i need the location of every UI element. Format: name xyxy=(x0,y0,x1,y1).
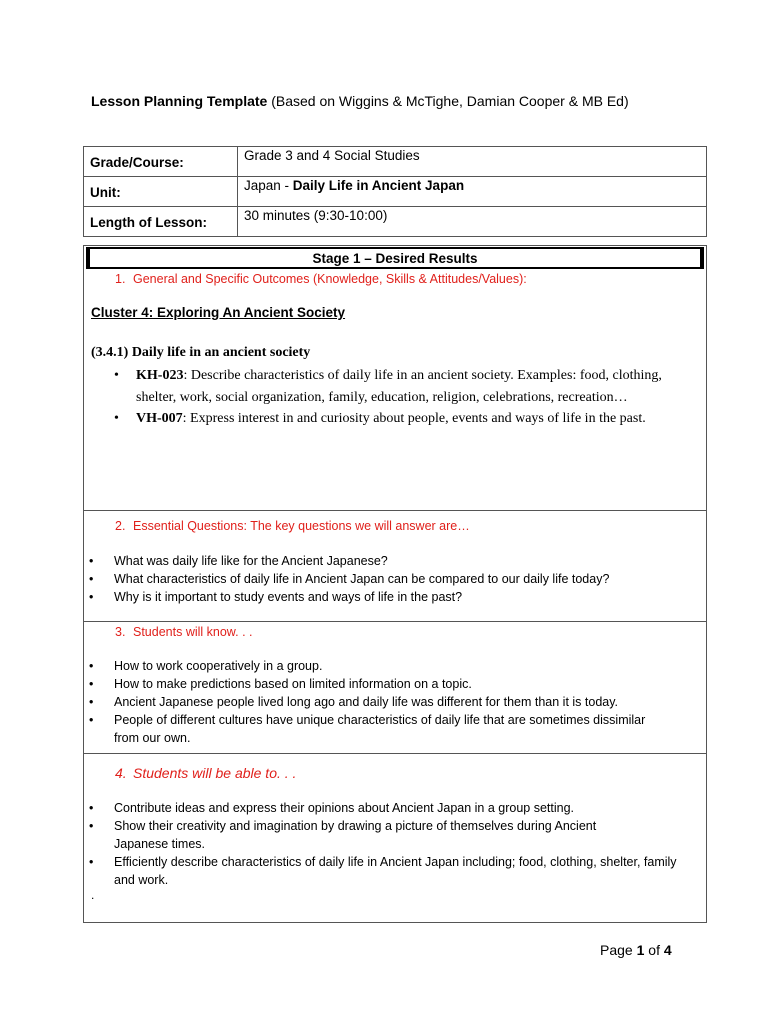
bullet-icon: • xyxy=(89,677,94,691)
document-title-rest: (Based on Wiggins & McTighe, Damian Cooper & MB Ed) xyxy=(267,93,629,109)
students-know-list xyxy=(89,657,689,747)
bullet-icon: • xyxy=(89,554,94,568)
students-able-list xyxy=(89,799,689,889)
outcome-code: KH-023 xyxy=(136,368,184,383)
outcome-code: VH-007 xyxy=(136,411,183,426)
length-label: Length of Lesson: xyxy=(84,207,238,237)
document-title xyxy=(91,93,629,109)
stage1-title: Stage 1 – Desired Results xyxy=(86,247,704,269)
page-prefix: Page xyxy=(600,942,637,958)
bullet-icon: • xyxy=(89,819,94,833)
list-item xyxy=(89,817,689,853)
section-divider xyxy=(84,621,706,622)
page-total: 4 xyxy=(663,942,672,958)
list-item xyxy=(89,657,689,675)
grade-course-text: Grade 3 and 4 Social Studies xyxy=(244,148,420,163)
table-row xyxy=(84,177,707,207)
list-item xyxy=(114,365,674,408)
list-item xyxy=(89,853,689,889)
page-current: 1 xyxy=(636,942,645,958)
bullet-icon: • xyxy=(89,659,94,673)
students-able-heading xyxy=(115,765,296,781)
question-text: What was daily life like for the Ancient Japanese? xyxy=(114,554,388,568)
bullet-icon: • xyxy=(89,713,94,727)
bullet-icon: • xyxy=(89,855,94,869)
know-text: Ancient Japanese people lived long ago and daily life was different for them than it is today. xyxy=(114,695,619,709)
know-text: People of different cultures have unique characteristics of daily life that are sometimes dissimilar from our own. xyxy=(114,713,646,745)
students-able-number: 4. xyxy=(115,765,127,781)
trailing-mark: . xyxy=(91,888,95,902)
unit-value xyxy=(238,177,707,207)
list-item xyxy=(89,799,689,817)
cluster-heading: Cluster 4: Exploring An Ancient Society xyxy=(91,305,346,320)
students-know-heading xyxy=(115,625,253,639)
outcome-subheading: (3.4.1) Daily life in an ancient society xyxy=(91,345,311,360)
unit-label: Unit: xyxy=(84,177,238,207)
page-number xyxy=(600,942,672,958)
bullet-icon: • xyxy=(114,368,119,383)
list-item xyxy=(89,552,689,570)
unit-text: Japan - xyxy=(244,178,293,193)
students-able-heading-text: Students will be able to. . . xyxy=(133,765,297,781)
length-value xyxy=(238,207,707,237)
outcomes-number: 1. xyxy=(115,272,126,286)
able-text: Show their creativity and imagination by drawing a picture of themselves during Ancient Japanese times. xyxy=(114,819,597,851)
outcome-text: : Express interest in and curiosity about people, events and ways of life in the past. xyxy=(182,411,646,426)
page-mid: of xyxy=(644,942,664,958)
grade-course-label: Grade/Course: xyxy=(84,147,238,177)
able-text: Efficiently describe characteristics of daily life in Ancient Japan including; food, clothing, shelter, family and work. xyxy=(114,855,677,887)
section-divider xyxy=(84,510,706,511)
grade-course-value xyxy=(238,147,707,177)
table-row xyxy=(84,147,707,177)
bullet-icon: • xyxy=(114,411,119,426)
stage1-section xyxy=(83,245,707,923)
outcomes-list xyxy=(114,365,674,430)
essential-questions-heading-text: Essential Questions: The key questions we will answer are… xyxy=(133,519,470,533)
essential-questions-list xyxy=(89,552,689,606)
know-text: How to work cooperatively in a group. xyxy=(114,659,323,673)
essential-questions-heading xyxy=(115,519,470,533)
able-text: Contribute ideas and express their opinions about Ancient Japan in a group setting. xyxy=(114,801,575,815)
list-item xyxy=(89,675,689,693)
list-item xyxy=(89,711,689,747)
list-item xyxy=(89,570,689,588)
unit-text-bold: Daily Life in Ancient Japan xyxy=(292,178,465,193)
list-item xyxy=(89,588,689,606)
essential-questions-number: 2. xyxy=(115,519,126,533)
list-item xyxy=(114,408,674,430)
outcome-text: : Describe characteristics of daily life in an ancient society. Examples: food, clothing, shelter, work, social organization, family, education, religion, celebrations, recreation… xyxy=(136,368,662,405)
bullet-icon: • xyxy=(89,695,94,709)
question-text: Why is it important to study events and ways of life in the past? xyxy=(114,590,463,604)
lesson-info-table xyxy=(83,146,707,237)
outcomes-heading xyxy=(115,272,527,286)
know-text: How to make predictions based on limited information on a topic. xyxy=(114,677,472,691)
table-row xyxy=(84,207,707,237)
bullet-icon: • xyxy=(89,590,94,604)
students-know-heading-text: Students will know. . . xyxy=(133,625,253,639)
students-know-number: 3. xyxy=(115,625,126,639)
document-title-bold: Lesson Planning Template xyxy=(91,93,268,109)
list-item xyxy=(89,693,689,711)
bullet-icon: • xyxy=(89,801,94,815)
length-text: 30 minutes (9:30-10:00) xyxy=(244,208,388,223)
question-text: What characteristics of daily life in Ancient Japan can be compared to our daily life today? xyxy=(114,572,610,586)
outcomes-heading-text: General and Specific Outcomes (Knowledge, Skills & Attitudes/Values): xyxy=(133,272,527,286)
section-divider xyxy=(84,753,706,754)
bullet-icon: • xyxy=(89,572,94,586)
